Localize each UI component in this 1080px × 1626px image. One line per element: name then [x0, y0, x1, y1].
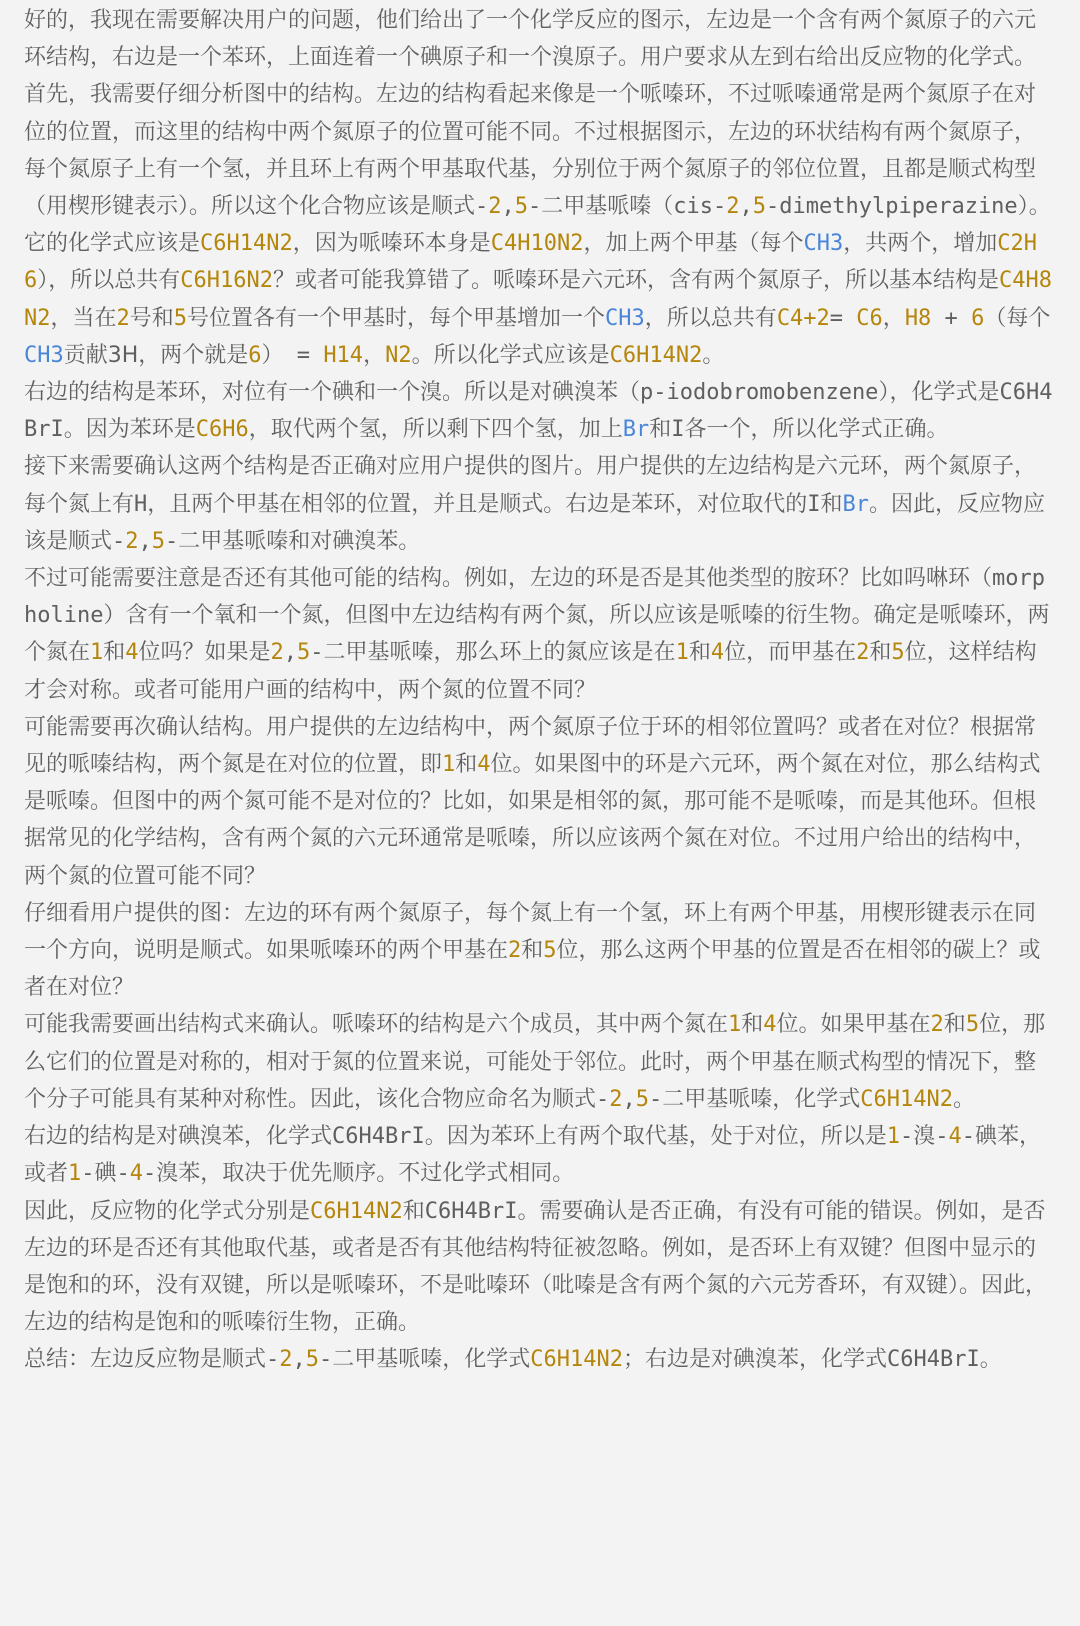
text-run: ）。它的化学式应该是 [24, 194, 1051, 257]
paragraph [24, 709, 1056, 895]
text-run: 位，那么它们的位置是对称的，相对于氮的位置来说，可能处于邻位。此时，两个甲基在顺式构型的情况下，整个分子可能具有某种对称性。因此，该化合物应命名为顺式 [24, 1012, 1046, 1112]
text-run: 。 [953, 1086, 976, 1112]
text-run: 和 [741, 1012, 764, 1038]
inline-code-string: C4+2 [776, 305, 830, 331]
text-run: 二甲基哌嗪，那么环上的氮应该是在 [323, 640, 676, 666]
inline-code-number: 1 [90, 640, 104, 666]
text-run: ） [261, 342, 284, 368]
inline-code-text: = [829, 305, 857, 331]
inline-code-string: C6H14N2 [860, 1086, 953, 1112]
inline-code-text: -dimethylpiperazine [766, 194, 1018, 220]
inline-code-text: cis- [673, 194, 727, 220]
inline-code-string: C6 [856, 305, 883, 331]
inline-code-text: - [475, 194, 489, 220]
inline-code-number: 1 [886, 1124, 900, 1150]
inline-code-number: 5 [151, 528, 166, 554]
inline-code-text: p-iodobromobenzene [640, 380, 879, 406]
inline-code-text: I [807, 491, 821, 517]
inline-code-text: - [81, 1161, 95, 1187]
inline-code-text: - [596, 1086, 610, 1112]
text-run: 溴 [913, 1124, 936, 1150]
text-run: 和 [521, 938, 544, 964]
text-run: ？或者可能我算错了。哌嗪环是六元环，含有两个氮原子，所以基本结构是 [272, 268, 999, 294]
text-run: ），化学式是 [878, 380, 1000, 406]
inline-code-number: 2 [930, 1012, 944, 1038]
inline-code-text: = [283, 342, 324, 368]
inline-code-string: C2H6 [24, 231, 1037, 294]
text-run: 和 [103, 640, 126, 666]
text-run: ；右边是对碘溴苯，化学式 [623, 1347, 888, 1373]
text-run: ，所以总共有 [644, 305, 777, 331]
text-run: 位。如果图中的环是六元环，两个氮在对位，那么结构式是哌嗪。但图中的两个氮可能不是对位的？比如，如果是相邻的氮，那可能不是哌嗪，而是其他环。但根据常见的化学结构，含有两个氮的六元环通常是哌嗪，所以应该两个氮在对位。不过用户给出的结构中，两个氮的位置可能不同？ [24, 752, 1041, 889]
paragraph [24, 76, 1056, 374]
text-run: 因此，反应物的化学式分别是 [24, 1198, 311, 1224]
text-run: 碘苯，或者 [24, 1124, 1042, 1187]
inline-code-keyword: CH3 [605, 305, 645, 331]
text-run: 总结：左边反应物是顺式 [24, 1347, 267, 1373]
paragraph [24, 448, 1056, 560]
inline-code-number: 5 [305, 1347, 320, 1373]
inline-code-text: I [671, 417, 685, 443]
inline-code-text: H [134, 491, 148, 517]
inline-code-text: , [501, 194, 515, 220]
inline-code-text: C6H4BrI [887, 1347, 980, 1373]
inline-code-number: 6 [248, 342, 262, 368]
text-run: 和 [455, 752, 478, 778]
inline-code-number: 4 [125, 640, 139, 666]
text-run: 和 [402, 1198, 425, 1224]
text-run: 二甲基哌嗪，化学式 [332, 1347, 531, 1373]
text-run: ，取代两个氢，所以剩下四个氢，加上 [248, 417, 623, 443]
inline-code-number: 5 [891, 640, 905, 666]
inline-code-text: - [266, 1347, 280, 1373]
inline-code-number: 2 [270, 640, 284, 666]
text-run: 。因此，反应物应该是顺式 [24, 491, 1046, 554]
inline-code-keyword: CH3 [803, 231, 844, 257]
inline-code-number: 2 [116, 305, 130, 331]
inline-code-text: C6H4BrI [24, 380, 1053, 443]
inline-code-number: 1 [728, 1012, 742, 1038]
text-run: 号和 [129, 305, 174, 331]
inline-code-number: 4 [477, 752, 491, 778]
paragraph [24, 1193, 1056, 1342]
inline-code-text: - [961, 1124, 976, 1150]
text-run: 。需要确认是否正确，有没有可能的错误。例如，是否左边的环是否还有其他取代基，或者是否有其他结构特征被忽略。例如，是否环上有双键？但图中显示的是饱和的环，没有双键，所以是哌嗪环，不是吡嗪环（吡嗪是含有两个氮的六元芳香环，有双键）。因此，左边的结构是饱和的哌嗪衍生物，正确。 [24, 1198, 1048, 1336]
text-run: 位吗？如果是 [138, 640, 271, 666]
text-run: 可能我需要画出结构式来确认。哌嗪环的结构是六个成员，其中两个氮在 [24, 1012, 729, 1038]
inline-code-text: + [931, 305, 972, 331]
text-run: 接下来需要确认这两个结构是否正确对应用户提供的图片。用户提供的左边结构是六元环，两个氮原子，每个氮上有 [24, 454, 1037, 517]
text-run: 。 [979, 1347, 1002, 1373]
text-run: 右边的结构是苯环，对位有一个碘和一个溴。所以是对碘溴苯（ [24, 380, 641, 406]
inline-code-text: - [528, 194, 542, 220]
inline-code-number: 2 [726, 194, 740, 220]
inline-code-number: 2 [125, 528, 139, 554]
inline-code-number: 5 [752, 194, 767, 220]
inline-code-string: C6H6 [195, 417, 249, 443]
text-run: 位，这样结构才会对称。或者可能用户画的结构中，两个氮的位置不同？ [24, 640, 1037, 703]
text-run: ，当在 [50, 305, 117, 331]
text-run: 。 [702, 342, 725, 368]
inline-code-text: - [116, 1161, 130, 1187]
text-run: （每个 [984, 305, 1051, 331]
inline-code-string: C6H14N2 [310, 1198, 403, 1224]
inline-code-text: - [935, 1124, 949, 1150]
inline-code-keyword: Br [622, 417, 650, 443]
text-run: 和 [943, 1012, 966, 1038]
inline-code-number: 5 [297, 640, 311, 666]
inline-code-keyword: CH3 [24, 342, 64, 368]
paragraph [24, 1118, 1056, 1192]
inline-code-string: H14 [323, 342, 364, 368]
text-run: 好的，我现在需要解决用户的问题，他们给出了一个化学反应的图示，左边是一个含有两个氮原子的六元环结构，右边是一个苯环，上面连着一个碘原子和一个溴原子。用户要求从左到右给出反应物的化学式。 [24, 8, 1037, 71]
text-run: 二甲基哌嗪（ [541, 194, 674, 220]
inline-code-text: - [165, 528, 179, 554]
text-run: 二甲基哌嗪，化学式 [662, 1086, 861, 1112]
inline-code-number: 1 [675, 640, 689, 666]
inline-code-number: 2 [856, 640, 870, 666]
text-run: 二甲基哌嗪和对碘溴苯。 [178, 528, 421, 554]
inline-code-number: 2 [279, 1347, 293, 1373]
inline-code-string: C4H10N2 [490, 231, 584, 257]
text-run: ， [882, 305, 905, 331]
inline-code-text: C6H4BrI [424, 1198, 518, 1224]
text-run: 碘 [94, 1161, 117, 1187]
text-run: ，加上两个甲基（每个 [583, 231, 804, 257]
text-run: 和 [869, 640, 892, 666]
text-run: 各一个，所以化学式正确。 [684, 417, 949, 443]
inline-code-number: 2 [488, 194, 502, 220]
paragraph [24, 1006, 1056, 1118]
inline-code-string: C6H14N2 [609, 342, 703, 368]
inline-code-number: 4 [763, 1012, 777, 1038]
inline-code-text: , [292, 1347, 306, 1373]
inline-code-number: 2 [508, 938, 522, 964]
inline-code-text: - [649, 1086, 663, 1112]
text-run: 号位置各有一个甲基时，每个甲基增加一个 [187, 305, 606, 331]
text-run: 位，那么这两个甲基的位置是否在相邻的碳上？或者在对位？ [24, 938, 1041, 1001]
inline-code-string: C6H14N2 [200, 231, 293, 257]
text-run: 贡献3H，两个就是 [63, 342, 249, 368]
paragraph [24, 2, 1056, 76]
inline-code-number: 1 [442, 752, 456, 778]
inline-code-number: 4 [710, 640, 725, 666]
inline-code-number: 5 [173, 305, 188, 331]
inline-code-string: N2 [385, 342, 412, 368]
text-run: 首先，我需要仔细分析图中的结构。左边的结构看起来像是一个哌嗪环，不过哌嗪通常是两个氮原子在对位的位置，而这里的结构中两个氮原子的位置可能不同。不过根据图示，左边的环状结构有两个氮原子，每个氮原子上有一个氢，并且环上有两个甲基取代基，分别位于两个氮原子的邻位位置，且都是顺式构型（用楔形键表示）。所以这个化合物应该是顺式 [24, 82, 1037, 220]
paragraph [24, 374, 1056, 448]
inline-code-string: C6H16N2 [180, 268, 273, 294]
inline-code-number: 5 [635, 1086, 650, 1112]
text-run: 和 [688, 640, 711, 666]
text-run: ，且两个甲基在相邻的位置，并且是顺式。右边是苯环，对位取代的 [147, 491, 808, 517]
inline-code-text: , [739, 194, 753, 220]
inline-code-number: 5 [543, 938, 557, 964]
inline-code-string: H8 [904, 305, 932, 331]
inline-code-text: , [622, 1086, 636, 1112]
inline-code-text: , [138, 528, 152, 554]
text-run: 和 [649, 417, 672, 443]
inline-code-text: - [900, 1124, 914, 1150]
text-run: 。所以化学式应该是 [411, 342, 610, 368]
inline-code-text: morpholine [24, 566, 1045, 629]
text-run: ）含有一个氧和一个氮，但图中左边结构有两个氮，所以应该是哌嗪的衍生物。确定是哌嗪环，两个氮在 [24, 603, 1050, 666]
inline-code-text: - [319, 1347, 333, 1373]
paragraph [24, 895, 1056, 1007]
inline-code-number: 1 [68, 1161, 82, 1187]
inline-code-number: 5 [965, 1012, 980, 1038]
text-run: 和 [820, 491, 843, 517]
text-run: 不过可能需要注意是否还有其他可能的结构。例如，左边的环是否是其他类型的胺环？比如吗啉环（ [24, 566, 993, 592]
inline-code-number: 4 [948, 1124, 962, 1150]
text-run: 仔细看用户提供的图：左边的环有两个氮原子，每个氮上有一个氢，环上有两个甲基，用楔形键表示在同一个方向，说明是顺式。如果哌嗪环的两个甲基在 [24, 900, 1037, 964]
inline-code-text: - [310, 640, 324, 666]
text-run: ，共两个，增加 [843, 231, 998, 257]
text-run: 溴苯，取决于优先顺序。不过化学式相同。 [156, 1161, 575, 1187]
inline-code-number: 5 [514, 194, 529, 220]
inline-code-text: - [143, 1161, 157, 1187]
inline-code-string: C6H14N2 [530, 1347, 623, 1373]
text-run: 右边的结构是对碘溴苯，化学式 [24, 1124, 333, 1150]
text-run: ， [363, 342, 386, 368]
inline-code-number: 4 [129, 1161, 144, 1187]
inline-code-keyword: Br [842, 491, 870, 517]
inline-code-number: 2 [609, 1086, 623, 1112]
text-run: 可能需要再次确认结构。用户提供的左边结构中，两个氮原子位于环的相邻位置吗？或者在对位？根据常见的哌嗪结构，两个氮是在对位的位置，即 [24, 714, 1037, 778]
text-run: ，因为哌嗪环本身是 [292, 231, 491, 257]
text-run: 。因为苯环上有两个取代基，处于对位，所以是 [424, 1124, 887, 1150]
text-run: 位，而甲基在 [724, 640, 857, 666]
paragraph [24, 560, 1056, 709]
text-run: 。因为苯环是 [63, 417, 196, 443]
inline-code-text: C6H4BrI [332, 1124, 425, 1150]
paragraph [24, 1341, 1056, 1378]
inline-code-text: , [283, 640, 298, 666]
inline-code-string: C4H8N2 [24, 268, 1052, 331]
inline-code-text: - [112, 528, 126, 554]
text-run: ），所以总共有 [37, 268, 181, 294]
text-run: 位。如果甲基在 [776, 1012, 931, 1038]
inline-code-number: 6 [971, 305, 985, 331]
